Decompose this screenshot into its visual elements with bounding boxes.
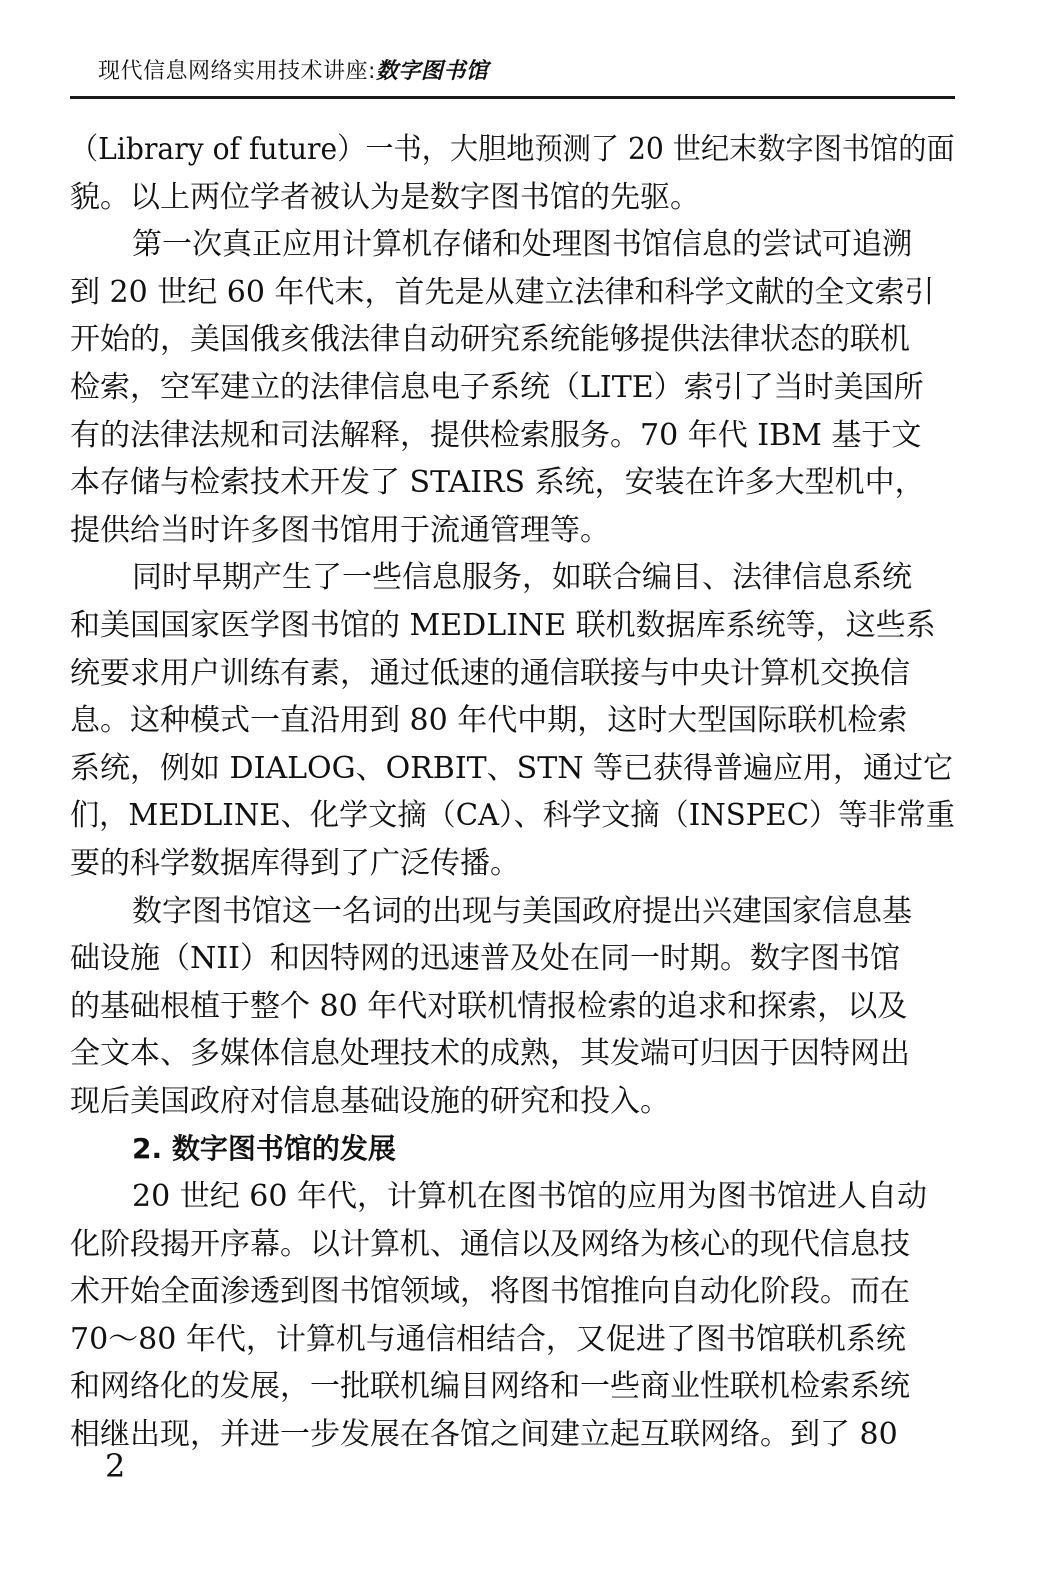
text-line: 们，MEDLINE、化学文摘（CA）、科学文摘（INSPEC）等非常重 <box>70 798 955 834</box>
text-line: 第一次真正应用计算机存储和处理图书馆信息的尝试可追溯 <box>132 227 912 263</box>
page-number: 2 <box>105 1447 126 1485</box>
text-line: 统要求用户训练有素，通过低速的通信联接与中央计算机交换信 <box>70 655 910 691</box>
text-line: 础设施（NII）和因特网的迅速普及处在同一时期。数字图书馆 <box>70 941 900 977</box>
text-line: 要的科学数据库得到了广泛传播。 <box>70 845 520 881</box>
section-heading: 2. 数字图书馆的发展 <box>132 1132 396 1166</box>
text-line: 化阶段揭开序幕。以计算机、通信以及网络为核心的现代信息技 <box>70 1226 910 1262</box>
text-line: 的基础根植于整个 80 年代对联机情报检索的追求和探索，以及 <box>70 988 908 1024</box>
header-book-title: 数字图书馆 <box>375 59 489 84</box>
text-line: 提供给当时许多图书馆用于流通管理等。 <box>70 512 610 548</box>
text-line: 本存储与检索技术开发了 STAIRS 系统，安装在许多大型机中， <box>70 465 925 501</box>
text-line: 70～80 年代，计算机与通信相结合，又促进了图书馆联机系统 <box>70 1321 906 1357</box>
running-header <box>70 58 955 100</box>
text-line: 到 20 世纪 60 年代末，首先是从建立法律和科学文献的全文索引 <box>70 274 935 310</box>
body-text <box>70 126 955 1459</box>
text-line: 系统，例如 DIALOG、ORBIT、STN 等已获得普遍应用，通过它 <box>70 750 954 786</box>
text-line: （Library of future）一书，大胆地预测了 20 世纪末数字图书馆的面 <box>70 132 955 167</box>
header-series: 现代信息网络实用技术讲座: <box>98 59 376 84</box>
text-line: 息。这种模式一直沿用到 80 年代中期，这时大型国际联机检索 <box>70 703 908 739</box>
text-line: 20 世纪 60 年代，计算机在图书馆的应用为图书馆进人自动 <box>132 1179 927 1215</box>
text-line: 术开始全面渗透到图书馆领域，将图书馆推向自动化阶段。而在 <box>70 1274 910 1310</box>
text-line: 开始的，美国俄亥俄法律自动研究系统能够提供法律状态的联机 <box>70 322 910 358</box>
header-title <box>98 58 488 86</box>
text-line: 现后美国政府对信息基础设施的研究和投入。 <box>70 1083 670 1119</box>
text-line: 貌。以上两位学者被认为是数字图书馆的先驱。 <box>70 179 700 215</box>
text-line: 数字图书馆这一名词的出现与美国政府提出兴建国家信息基 <box>132 893 912 929</box>
text-line: 同时早期产生了一些信息服务，如联合编目、法律信息系统 <box>132 560 912 596</box>
text-line: 和美国国家医学图书馆的 MEDLINE 联机数据库系统等，这些系 <box>70 607 936 643</box>
header-rule <box>70 96 955 99</box>
text-line: 相继出现，并进一步发展在各馆之间建立起互联网络。到了 80 <box>70 1417 898 1453</box>
text-line: 和网络化的发展，一批联机编目网络和一些商业性联机检索系统 <box>70 1369 910 1405</box>
text-line: 全文本、多媒体信息处理技术的成熟，其发端可归因于因特网出 <box>70 1036 910 1072</box>
text-line: 检索，空军建立的法律信息电子系统（LITE）索引了当时美国所 <box>70 369 924 405</box>
text-line: 有的法律法规和司法解释，提供检索服务。70 年代 IBM 基于文 <box>70 417 922 453</box>
